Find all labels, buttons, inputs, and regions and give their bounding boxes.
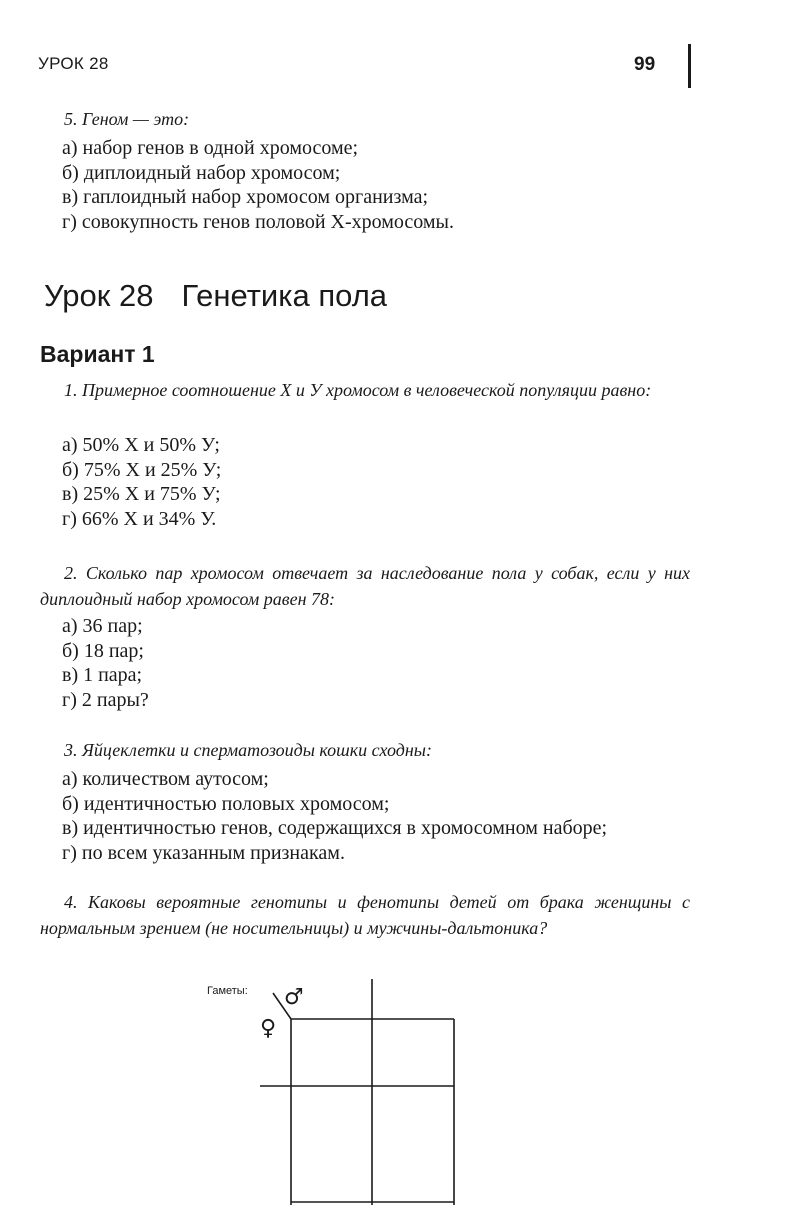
lesson-heading: [44, 278, 387, 314]
question-1-options: [62, 433, 221, 531]
female-symbol-icon: ♀: [260, 1016, 277, 1041]
lesson-title: Генетика пола: [181, 278, 388, 313]
gametes-label: Гаметы:: [207, 985, 248, 997]
option: г) по всем указанным признакам.: [62, 841, 345, 864]
page-number: 99: [634, 54, 656, 75]
question-4-title: 4. Каковы вероятные генотипы и фенотипы детей от брака женщины с нормальным зрением (не носительницы) и мужчины-дальтоника?: [40, 892, 690, 938]
option: в) гаплоидный набор хромосом организма;: [62, 186, 429, 208]
punnett-square: [200, 975, 460, 1205]
option: а) набор генов в одной хромосоме;: [62, 137, 359, 159]
option: б) диплоидный набор хромосом;: [62, 161, 341, 184]
option: а) 50% Х и 50% У;: [62, 434, 220, 456]
option: а) 36 пар;: [62, 615, 143, 637]
option: в) 1 пара;: [62, 664, 143, 686]
question-2-options: [62, 614, 149, 712]
prev-question-title: 5. Геном — это:: [64, 109, 190, 129]
option: г) 2 пары?: [62, 688, 149, 711]
question-3-title: 3. Яйцеклетки и сперматозоиды кошки сходны:: [64, 740, 432, 760]
lesson-number: Урок 28: [44, 278, 154, 313]
question-2-title: 2. Сколько пар хромосом отвечает за наследование пола у собак, если у них диплоидный набор хромосом равен 78:: [40, 563, 690, 609]
option: в) идентичностью генов, содержащихся в хромосомном наборе;: [62, 817, 608, 839]
page-edge-bar: [688, 44, 691, 88]
option: г) совокупность генов половой Х-хромосомы.: [62, 210, 454, 233]
option: б) идентичностью половых хромосом;: [62, 792, 390, 815]
question-3-options: [62, 767, 607, 865]
running-header: УРОК 28: [38, 54, 109, 73]
variant-heading: Вариант 1: [40, 341, 155, 367]
option: г) 66% Х и 34% У.: [62, 507, 217, 530]
male-symbol-icon: ♂: [284, 985, 304, 1010]
option: б) 18 пар;: [62, 639, 144, 662]
prev-question-options: [62, 136, 454, 234]
question-1-title: 1. Примерное соотношение Х и У хромосом в человеческой популяции равно:: [64, 380, 652, 400]
option: б) 75% Х и 25% У;: [62, 458, 222, 481]
option: в) 25% Х и 75% У;: [62, 483, 221, 505]
option: а) количеством аутосом;: [62, 768, 269, 790]
